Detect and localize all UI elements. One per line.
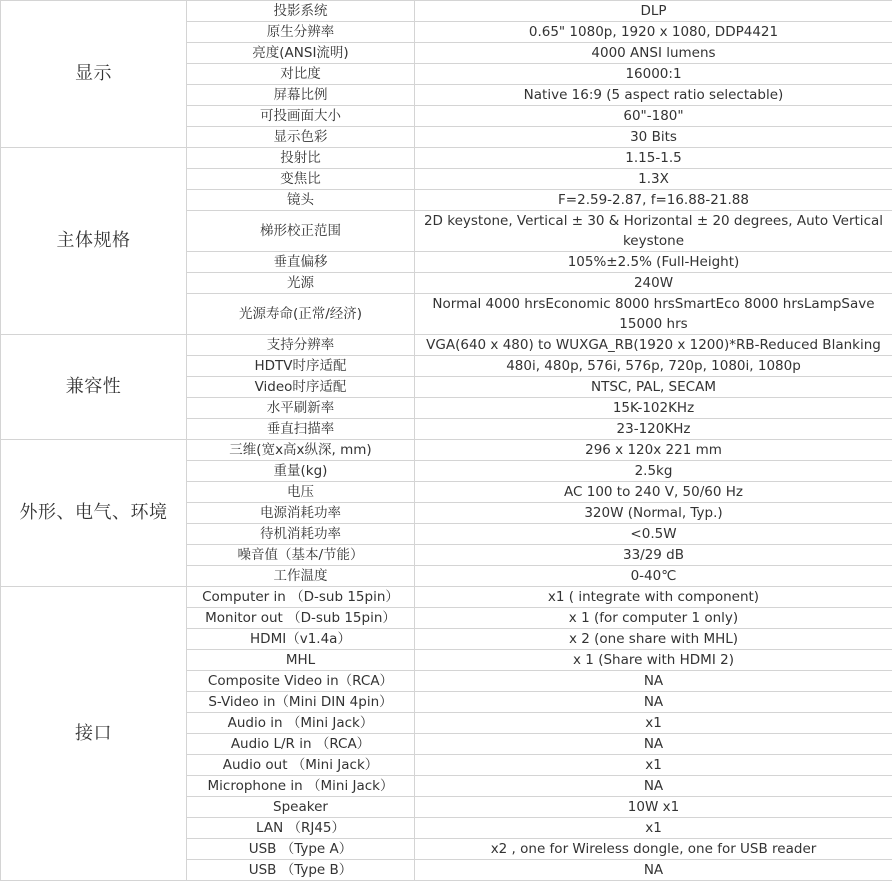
spec-value: 2D keystone, Vertical ± 30 & Horizontal ± 20 degrees, Auto Vertical keystone: [415, 211, 892, 252]
spec-value: Normal 4000 hrsEconomic 8000 hrsSmartEco 8000 hrsLampSave 15000 hrs: [415, 294, 892, 335]
spec-label: 工作温度: [187, 566, 415, 587]
table-row: [1, 148, 892, 169]
section-title-compatibility: 兼容性: [1, 335, 187, 440]
table-row: [1, 1, 892, 22]
spec-label: 待机消耗功率: [187, 524, 415, 545]
spec-label: MHL: [187, 650, 415, 671]
spec-label: 投射比: [187, 148, 415, 169]
spec-value: x 2 (one share with MHL): [415, 629, 892, 650]
spec-value: Native 16:9 (5 aspect ratio selectable): [415, 85, 892, 106]
spec-label: 光源: [187, 273, 415, 294]
spec-label: S-Video in（Mini DIN 4pin）: [187, 692, 415, 713]
spec-value: AC 100 to 240 V, 50/60 Hz: [415, 482, 892, 503]
spec-label: Audio out （Mini Jack）: [187, 755, 415, 776]
table-row: [1, 587, 892, 608]
spec-value: 1.15-1.5: [415, 148, 892, 169]
table-row: [1, 440, 892, 461]
spec-label: 屏幕比例: [187, 85, 415, 106]
spec-value: 10W x1: [415, 797, 892, 818]
spec-value: 105%±2.5% (Full-Height): [415, 252, 892, 273]
spec-value: 60"-180": [415, 106, 892, 127]
spec-label: 可投画面大小: [187, 106, 415, 127]
spec-label: 光源寿命(正常/经济): [187, 294, 415, 335]
spec-value: x 1 (Share with HDMI 2): [415, 650, 892, 671]
spec-label: 电压: [187, 482, 415, 503]
spec-value: NA: [415, 860, 892, 881]
spec-value: 240W: [415, 273, 892, 294]
spec-value: NA: [415, 734, 892, 755]
spec-value: x 1 (for computer 1 only): [415, 608, 892, 629]
spec-label: 梯形校正范围: [187, 211, 415, 252]
spec-value: DLP: [415, 1, 892, 22]
section-title-main-specs: 主体规格: [1, 148, 187, 335]
spec-value: 0.65" 1080p, 1920 x 1080, DDP4421: [415, 22, 892, 43]
spec-value: NTSC, PAL, SECAM: [415, 377, 892, 398]
spec-label: 三维(宽x高x纵深, mm): [187, 440, 415, 461]
table-row: [1, 335, 892, 356]
spec-value: x2 , one for Wireless dongle, one for USB reader: [415, 839, 892, 860]
spec-label: 亮度(ANSI流明): [187, 43, 415, 64]
spec-label: USB （Type A）: [187, 839, 415, 860]
spec-label: 镜头: [187, 190, 415, 211]
spec-value: 23-120KHz: [415, 419, 892, 440]
section-title-physical: 外形、电气、环境: [1, 440, 187, 587]
spec-label: 噪音值（基本/节能）: [187, 545, 415, 566]
spec-label: 垂直偏移: [187, 252, 415, 273]
spec-label: 重量(kg): [187, 461, 415, 482]
spec-label: 原生分辨率: [187, 22, 415, 43]
spec-label: HDTV时序适配: [187, 356, 415, 377]
spec-label: Audio in （Mini Jack）: [187, 713, 415, 734]
spec-label: Video时序适配: [187, 377, 415, 398]
spec-label: Computer in （D-sub 15pin）: [187, 587, 415, 608]
spec-value: x1: [415, 713, 892, 734]
spec-label: 垂直扫描率: [187, 419, 415, 440]
spec-label: Microphone in （Mini Jack）: [187, 776, 415, 797]
spec-value: NA: [415, 776, 892, 797]
spec-label: 电源消耗功率: [187, 503, 415, 524]
spec-value: 30 Bits: [415, 127, 892, 148]
spec-value: NA: [415, 671, 892, 692]
spec-value: 0-40℃: [415, 566, 892, 587]
spec-label: 对比度: [187, 64, 415, 85]
spec-label: Composite Video in（RCA）: [187, 671, 415, 692]
spec-value: F=2.59-2.87, f=16.88-21.88: [415, 190, 892, 211]
spec-value: x1: [415, 755, 892, 776]
spec-value: 4000 ANSI lumens: [415, 43, 892, 64]
spec-value: NA: [415, 692, 892, 713]
spec-label: 变焦比: [187, 169, 415, 190]
spec-label: 显示色彩: [187, 127, 415, 148]
spec-value: 15K-102KHz: [415, 398, 892, 419]
spec-value: VGA(640 x 480) to WUXGA_RB(1920 x 1200)*RB-Reduced Blanking: [415, 335, 892, 356]
spec-value: 296 x 120x 221 mm: [415, 440, 892, 461]
spec-value: x1: [415, 818, 892, 839]
spec-value: 320W (Normal, Typ.): [415, 503, 892, 524]
spec-label: USB （Type B）: [187, 860, 415, 881]
spec-value: 480i, 480p, 576i, 576p, 720p, 1080i, 1080p: [415, 356, 892, 377]
spec-label: 投影系统: [187, 1, 415, 22]
spec-label: Monitor out （D-sub 15pin）: [187, 608, 415, 629]
section-title-interfaces: 接口: [1, 587, 187, 881]
spec-value: 1.3X: [415, 169, 892, 190]
spec-label: HDMI（v1.4a）: [187, 629, 415, 650]
spec-value: 33/29 dB: [415, 545, 892, 566]
section-title-display: 显示: [1, 1, 187, 148]
spec-value: 16000:1: [415, 64, 892, 85]
spec-value: 2.5kg: [415, 461, 892, 482]
spec-value: <0.5W: [415, 524, 892, 545]
spec-label: Audio L/R in （RCA）: [187, 734, 415, 755]
spec-label: 支持分辨率: [187, 335, 415, 356]
spec-value: x1 ( integrate with component): [415, 587, 892, 608]
spec-label: LAN （RJ45）: [187, 818, 415, 839]
spec-label: 水平刷新率: [187, 398, 415, 419]
spec-label: Speaker: [187, 797, 415, 818]
